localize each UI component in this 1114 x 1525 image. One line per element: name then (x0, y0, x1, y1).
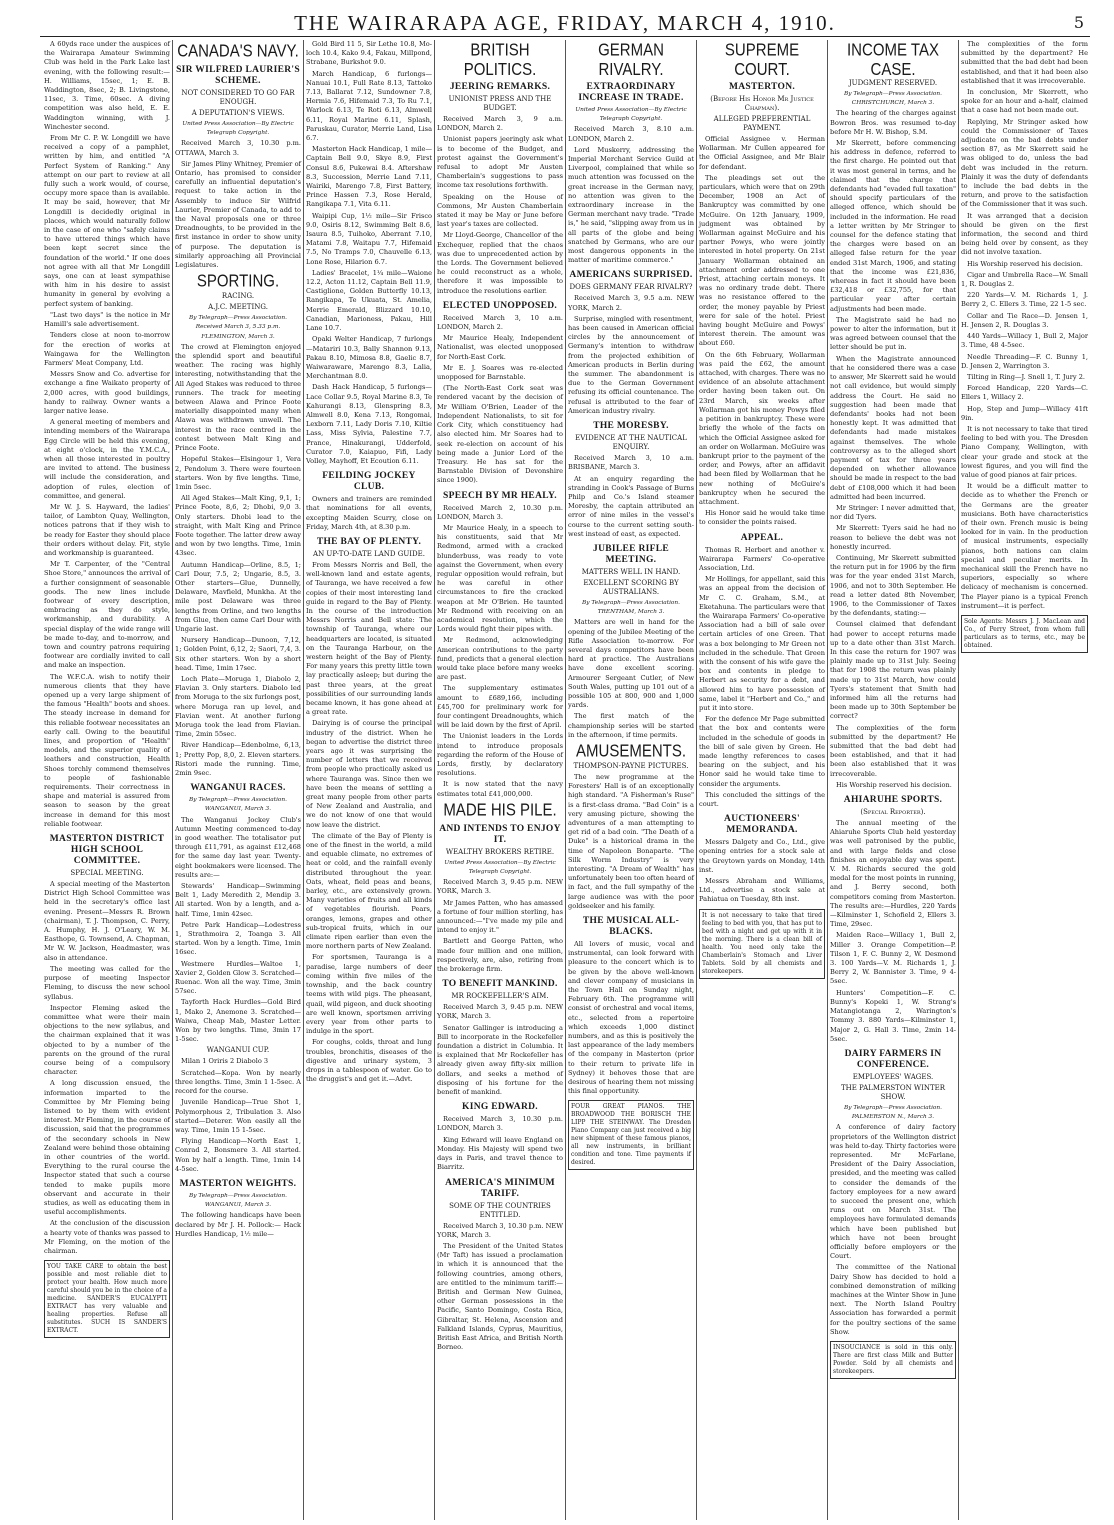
article-paragraph: At an enquiry regarding the stranding in Cook's Passage of Burns Philp and Co.'s Island steamer Moresby, the captain attributed an error of nine miles in the vessel's course to the current setting south-west instead of east, as expected. (568, 474, 694, 538)
subheading: NOT CONSIDERED TO GO FAR ENOUGH. (181, 89, 295, 106)
headline: SUPREME COURT. (724, 40, 800, 80)
article-paragraph: Ladies' Bracelet, 1¼ mile—Waione 12.2, Acton 11.12, Captain Bell 11.9, Castiglione, Golden Butterfly 10.13, Rangikapa, Te Ukuata, St. Amelia, Merrie Emerald, Blizzard 10.10, Canadian, Marioness, Pakau, Hill Lane 10.7. (306, 268, 432, 333)
section-heading: AND INTENDS TO ENJOY IT. (439, 823, 561, 845)
article-paragraph: Tayforth Hack Hurdles—Gold Bird 1, Mako 2, Anemone 3. Scratched—Waiwa, Cheap Mab, Master Letter. Won by two lengths. Time, 3min 17 1-5sec. (175, 998, 301, 1044)
article-paragraph: Westmere Hurdles—Waltoe 1, Xavier 2, Golden Glow 3. Scratched—Ruenac. Won all the way. Time, 3min 57sec. (175, 959, 301, 996)
article-paragraph: Autumn Handicap—Orline, 8.5, 1; Carl Dour, 7.5, 2; Ungarie, 8.5, 3. Other starters—Glue, Dunnelly, Delaware, Mavfield, Munkha. At the mile post Delaware was three lengths from Orline, and two lengths from Glue, then came Carl Dour with Ungarie last. (175, 560, 301, 633)
article-paragraph: For sportsmen, Tauranga is a paradise, large numbers of deer coming within five miles of the township, and the back country teems with wild pigs. The pheasant, quail, wild pigeon, and duck shooting are well known, sportsmen arriving every year from other parts to indulge in the sport. (306, 953, 432, 1036)
subheading: A.J.C. MEETING. (208, 303, 268, 312)
article-paragraph: Loch Plate—Moruga 1, Diabolo 2, Flavian 3. Only starters. Diabolo led from Moruga to the six furlongs post, where Moruga ran up level, and Flavian went. At another furlong Moruga took the lead from Flavian. Time, 2min 55sec. (175, 674, 301, 739)
article-paragraph: Mr James Patten, who has amassed a fortune of four million sterling, has announced:—"I've made my pile and intend to enjoy it." (437, 898, 563, 935)
headline: GERMAN RIVALRY. (598, 40, 664, 80)
article-paragraph: Bartlett and George Patten, who made four million and one million, respectively, are, also, retiring from the brokerage firm. (437, 937, 563, 974)
article-paragraph: Mr W. J. S. Hayward, the ladies' tailor, of Lambton Quay, Wellington, notices patrons that if they wish to be ready for Easter they should place their orders without delay. Fit, style and workmanship is guaranteed. (44, 502, 170, 557)
article-paragraph: Juvenile Handicap—True Shot 1, Polymorphous 2, Tribulation 3. Also started—Deterer. Won easily all the way. Time, 1min 15 1-5sec. (175, 1098, 301, 1134)
article-paragraph: Mr Skerrett: Tyers said he had no reason to believe the debt was not honestly incurred. (830, 524, 956, 551)
subheading: EVIDENCE AT THE NAUTICAL ENQUIRY. (575, 434, 687, 452)
article-paragraph: Dairying is of course the principal industry of the district. When he began to advertise the district three years ago it was surprising the number of letters that we received from people who practically asked us where Tauranga was. Since then we have been the means of settling a great many people from other parts of New Zealand and Australia, and we do not know of one that would now leave the district. (306, 719, 432, 829)
article-paragraph: Cigar and Umbrella Race—W. Small 1, R. Douglas 2. (961, 270, 1088, 289)
advertisement: It is not necessary to take that tired feeling to bed with you, that has put to bed with a night and get up with it in the morning. There is a clean bill of health. You need only take the Chamberlain's Stomach and Liver Tablets. Sold by all chemists and storekeepers. (699, 909, 825, 979)
article-paragraph: Hop, Step and Jump—Willacy 41ft 9in. (961, 404, 1088, 422)
article-paragraph: Nursery Handicap—Dunoon, 7,12, 1; Golden Point, 6,12, 2; Saori, 7,4, 3. Six other starters. Won by a short head. Time, 1min 17sec. (175, 636, 301, 672)
article-paragraph: Lord Muskerry, addressing the Imperial Merchant Service Guild at Liverpool, complained that while so much attention was focussed on the great increase in the German navy, no attention was given to the extraordinary increase in the German merchant navy trade. "Trade is," he said, "slipping away from us in all parts of the globe and being snatched by Germans, who are our most dangerous opponents in the matter of maritime commerce." (568, 145, 694, 265)
section-heading: JEERING REMARKS. (449, 82, 551, 92)
section-heading: SPEECH BY MR HEALY. (443, 490, 557, 501)
article-paragraph: Received March 3, 9.45 p.m. NEW YORK, March 3. (437, 1003, 563, 1021)
article-paragraph: Flying Handicap—North East 1, Conrad 2, Bonsmere 3. All started. Won by half a length. Time, 1min 14 4-5sec. (175, 1137, 301, 1173)
dateline: By Telegraph—Press Association. Received March 3, 5.33 p.m. FLEMINGTON, March 3. (188, 315, 287, 340)
article-paragraph: Counsel claimed that defendant had power to accept returns made up to a date other than 31st March. In this case the return for 1907 was plainly made up to 31st July. Seeing that for 1908 the return was plainly made up to 31st March, how could Tyers's statement that Smith had informed him all the returns had been made up to 30th September be correct? (830, 620, 956, 721)
article-paragraph: At the conclusion of the discussion a hearty vote of thanks was passed to Mr Fleming, on the motion of the chairman. (44, 1219, 170, 1255)
headline: INCOME TAX CASE. (847, 40, 939, 80)
column-6 (697, 40, 828, 1520)
article-paragraph: Maiden Race—Willacy 1, Bull 2, Miller 3. Orange Competition—P. Tilson 1, F. C. Bunny 2, W. Desmond 3. 100 Yards—V. M. Richards 1, J. Berry 2, W. Bannister 3. Time, 9 4-5sec. (830, 931, 956, 986)
article-paragraph: The Unionist leaders in the Lords intend to introduce proposals regarding the reform of the House of Lords, firstly, by declaratory resolutions. (437, 732, 563, 778)
subheading: MATTERS WELL IN HAND. (581, 567, 681, 576)
article-paragraph: A long discussion ensued, the information imparted to the Committee by Mr Fleming being listened to by them with evident interest. Mr Fleming, in the course of discussion, said that the programmes of the secondary schools in New Zealand were behind those obtaining in other countries of the world. Everything to the rural course the Inspector stated that such a course tended to make pupils more observant and accurate in their studies, as well as educating them in useful accomplishments. (44, 1079, 170, 1217)
dateline: United Press Association—By Electric Telegraph Copyright. (444, 859, 556, 876)
article-paragraph: Opaki Welter Handicap, 7 furlongs—Matariri 10.3, Bally Shannon 9.13, Pakau 8.10, Mimosa 8.8, Gaelic 8.7, Waiwaraware, Marengo 8.3, Lalia, Merchantman 8.0. (306, 335, 432, 381)
article-paragraph: On the 6th February, Wollarman was paid the £62, the amount attached, with charges. There was no evidence of an absolute attachment order having been taken out. On 23rd March, six weeks after Wollarman got his money Powys filed a petition in bankruptcy. These were briefly the whole of the facts on which the Official Assignee asked for an order on Wollarman. McGuire was bankrupt prior to the payment of the order, and Powys, after an affidavit had been filed by Wollarman that he new nothing of McGuire's bankruptcy when he secured the attachment. (699, 350, 825, 506)
column-2 (173, 40, 304, 1520)
subheading: WEALTHY BROKERS RETIRE. (445, 847, 555, 856)
dateline: By Telegraph—Press Association. PALMERSTON N., March 3. (843, 1104, 942, 1121)
article-paragraph: Hopeful Stakes—Elsingour 1, Vera 2, Pendolum 3. There were fourteen starters. Won by five lengths. Time, 1min 5sec. (175, 455, 301, 491)
article-paragraph: From Messrs Norris and Bell, the well-known land and estate agents, of Tauranga, we have received a few copies of their most interesting land guide in regard to the Bay of Plenty. In the course of the introduction Messrs Norris and Bell state: The township of Tauranga, where our headquarters are located, is situated on the Tauranga Harbour, on the western height of the Bay of Plenty. For many years this pretty little town lay practically asleep; but during the past three years, at the great possibilities of our surrounding lands became known, it has gone ahead at a great rate. (306, 560, 432, 717)
article-paragraph: Collar and Tie Race—D. Jensen 1, H. Jensen 2, R. Douglas 3. (961, 311, 1088, 329)
column-5 (566, 40, 697, 1520)
article-paragraph: For coughs, colds, throat and lung troubles, bronchitis, diseases of the digestive and urinary system, 3 drops in a tablespoon of water. Go to the druggist's and get it.—Advt. (306, 1038, 432, 1084)
article-paragraph: Messrs Abraham and Williams, Ltd., advertise a stock sale at Pahiatua on Tuesday, 8th inst. (699, 877, 825, 904)
article-paragraph: Owners and trainers are reminded that nominations for all events, excepting Maiden Scurry, close on Friday, March 4th, at 8.30 p.m. (306, 495, 432, 531)
article-paragraph: Mr T. Carpenter, of the "Central Shoe Store," announces the arrival of a further consignment of seasonable goods. The new lines include footwear of every description, embracing as they do style, workmanship, and durability. A special display of the wide range will be made to-day, and to-morrow, and town and country patrons requiring footwear are cordially invited to call and make an inspection. (44, 560, 170, 670)
advertisement: YOU TAKE CARE to obtain the best possible and most reliable diet to protect your health. How much more careful should you be in the choice of a medicine. SANDER'S EUCALYPTI EXTRACT has very valuable and healing properties. Refuse all substitutes. SUCH IS SANDER'S EXTRACT. (44, 1260, 170, 1338)
section-heading: FEILDING JOCKEY CLUB. (322, 471, 416, 493)
column-1 (42, 40, 173, 1520)
subheading: RACING. (221, 292, 255, 301)
article-paragraph: His Honor said he would take time to consider the points raised. (699, 509, 825, 527)
column-8 (959, 40, 1090, 1520)
article-paragraph: The Wanganui Jockey Club's Autumn Meeting commenced to-day in good weather. The totalisator put through £11,791, as against £12,468 for the same day last year. Twenty-eight bookmakers were licensed. The results are:— (175, 815, 301, 879)
section-heading: EXTRAORDINARY INCREASE IN TRADE. (578, 82, 684, 103)
article-paragraph: Petre Park Handicap—Lodestress 1, Strathmoira 2, Toanga 3. All started. Won by a length. Time, 1min 16sec. (175, 920, 301, 957)
article-paragraph: The first match of the championship series will be started in the afternoon, if time permits. (568, 712, 694, 739)
article-paragraph: It was arranged that a decision should be given on the first information, the second and third being held over by consent, as they did not involve taxation. (961, 211, 1088, 257)
subheading: AN UP-TO-DATE LAND GUIDE. (313, 549, 425, 558)
article-paragraph: The supplementary estimates amount to £689,166, including £45,700 for preliminary work for four contingent Dreadnoughts, which will be laid down by the first of April. (437, 684, 563, 730)
article-paragraph: Mr Redmond, acknowledging American contributions to the party fund, predicts that a general election would take place before many weeks are past. (437, 636, 563, 682)
section-heading: AMERICANS SURPRISED. (569, 270, 693, 281)
article-paragraph: Received March 3, 10.30 p.m. LONDON, March 3. (437, 1115, 563, 1133)
section-heading: THE MORESBY. (593, 421, 669, 432)
section-heading: WANGANUI RACES. (190, 783, 286, 794)
subheading: DOES GERMANY FEAR RIVALRY? (569, 283, 693, 292)
article-paragraph: Mr Maurice Healy, in a speech to his constituents, said that Mr Redmond, armed with a cracked blunderbuss, was ready to vote against the Government, when every regular opposition would refrain, but he was careful in other circumstances to fire the cracked weapon at Mr O'Brien. He taunted Mr Redmond with receiving on an academical resolution, which the Lords would fight their pipes with. (437, 523, 563, 634)
article-paragraph: The crowd at Flemington enjoyed the splendid sport and beautiful weather. The racing was highly interesting, notwithstanding that the All Aged Stakes was reduced to three runners. The track for meeting between Alawa and Prince Foote materially disappointed many when Alawa was withdrawn unwell. The interest in the race centred in the contest between Malt King and Prince Foote. (175, 342, 301, 453)
article-paragraph: King Edward will leave England on Monday. His Majesty will spend two days in Paris, and travel thence to Biarritz. (437, 1135, 563, 1172)
section-heading: THE BAY OF PLENTY. (316, 536, 422, 547)
article-paragraph: "Last two days" is the notice in Mr Hamill's sale advertisement. (44, 310, 170, 329)
article-paragraph: It is now stated that the navy estimates total £41,000,000. (437, 780, 563, 798)
masthead-title: THE WAIRARAPA AGE, FRIDAY, MARCH 4, 1910. (294, 11, 836, 35)
article-paragraph: A general meeting of members and intending members of the Wairarapa Egg Circle will be held this evening, at eight o'clock, in the Y.M.C.A., when all those interested in poultry are invited to attend. The business will include the consideration, and adoption of rules, election of committee, and general. (44, 418, 170, 500)
article-paragraph: Senator Gallinger is introducing a Bill to incorporate in the Rockefeller foundation a district in Columbia. It is explained that Mr Rockefeller has already given away fifty-six million dollars, and seeks a method of disposing of his fortune for the benefit of mankind. (437, 1023, 563, 1097)
article-paragraph: From Mr C. P. W. Longdill we have received a copy of a pamphlet, written by him, and entitled "A Perfect System of Ranking." Any attempt on our part to review at all fully such a work would, of course, occupy more space than is available. It may be said, however, that Mr Longdill is decidedly original in places, which would naturally follow in the case of one who "safely claims to have uttered things which have been kept secret since the foundation of the world." If one does not agree with all that Mr Longdill says, one can at least sympathise with him in his desire to assist humanity in general by evolving a perfect system of banking. (44, 134, 170, 308)
article-paragraph: Received March 3, 9.5 a.m. NEW YORK, March 2. (568, 294, 694, 312)
section-heading: ELECTED UNOPPOSED. (442, 300, 558, 311)
column-7 (828, 40, 959, 1520)
article-paragraph: A conference of dairy factory proprietors of the Wellington district was held to-day. Thirty factories were represented. Mr McFarlane, President of the Dairy Association, presided, and the meeting was called to consider the demands of the factory employees for a new award to succeed the present one, which runs out on March 31st. The employees have formulated demands which have been published but which have not been brought officially before employers or the Court. (830, 1123, 956, 1261)
subheading: SOME OF THE COUNTRIES ENTITLED. (449, 1201, 551, 1219)
article-paragraph: Inspector Fleming asked the committee what were their main objections to the new syllabus, and the chairman explained that it was objected to by a number of the parents on the ground of the rural course being of a compulsory character. (44, 1003, 170, 1077)
section-heading: SIR WILFRED LAURIER'S SCHEME. (176, 65, 300, 86)
article-paragraph: March Handicap, 6 furlongs—Nanuai 10.1, Full Rate 8.13, Tattoko 7.13, Ballarat 7.12, Sundowner 7.8, Hermia 7.6, Hifemaid 7.3, To Ru 7.1, Warlock 6.13, Te Roti 6.13, Almwell 6.11, Royal Marine 6.11, Splash, Paruskau, Curator, Merrie Land, Lisa 6.7. (306, 69, 432, 143)
article-paragraph: Mr Stringer: I never admitted that, nor did Tyers. (830, 503, 956, 522)
article-paragraph: The President of the United States (Mr Taft) has issued a proclamation in which it is announced that the following countries, among others, are entitled to the minimum tariff:—British and German New Guinea, other German possessions in the Pacific, Santo Domingo, Costa Rica, Gibraltar, St. Helena, Ascension and Falkland Islands, Cyprus, Mauritius, British East Africa, and British North Borneo. (437, 1241, 563, 1352)
article-paragraph: Needle Threading—F. C. Bunny 1, D. Jensen 2, Warrington 3. (961, 352, 1088, 370)
article-paragraph: Stewards' Handicap—Swimming Belt 1, Lady Meredith 2, Mendip 3. All started. Won by a length, and a-half. Time, 1min 42sec. (175, 882, 301, 918)
dateline: By Telegraph—Press Association. CHRISTCHURCH, March 3. (843, 91, 942, 107)
article-paragraph: The following handicaps have been declared by Mr J. H. Pollock:— Hack Hurdles Handicap, 1½ mile— (175, 1211, 301, 1238)
headline: AMUSEMENTS. (575, 741, 686, 762)
article-paragraph: Unionist papers jeeringly ask what is to become of the Budget, and protest against the Government's refusal to adopt Mr Austen Chamberlain's suggestions to pass income tax resolutions forthwith. (437, 135, 563, 190)
dateline: United Press Association—By Electric Telegraph Copyright. (182, 121, 294, 137)
article-paragraph: The complexities of the form submitted by the department? He submitted that the bad debt had been established, and that it had been also established that it was irrecoverable. (830, 723, 956, 778)
article-paragraph: A 60yds race under the auspices of the Wairarapa Amateur Swimming Club was held in the Park Lake last evening, with the following result:— H. Williams, 15sec, 1; E. B. Waddington, 8sec, 2; B. Livingstone, 11sec, 3. Time, 60sec. A diving competition was also held, E. E. Waddington winning, with J. Winchester second. (44, 40, 170, 131)
article-paragraph: The annual meeting of the Ahiaruhe Sports Club held yesterday was well patronised by the public, and with large fields and close finishes an enjoyable day was spent. V. M. Richards secured the gold medal for the most points in running, and J. Berry second, both competitors coming from Masterton. The results are:—Hurdles, 220 Yards—Kilminster 1, Schofield 2, Ellers 3. Time, 29sec. (830, 819, 956, 929)
article-paragraph: Messrs Dalgety and Co., Ltd., give opening entries for a stock sale at the Greytown yards on Monday, 14th inst. (699, 838, 825, 874)
article-paragraph: The W.F.C.A. wish to notify their numerous clients that they have opened up a very large shipment of the famous "Health" boots and shoes. The steady increase in demand for this reliable footwear necessitates an early call. Owing to the beautiful lines, and proportion of "Health" models, and the superior quality of leathers and construction, Health Shoes torchly commend themselves to people of fashionable requirements. Their correctness in shape and material is assured from season to season by the great increase in demand for this most reliable footwear. (44, 672, 170, 828)
article-paragraph: Scratched—Kopa. Won by nearly three lengths. Time, 3min 1 1-5sec. A record for the course. (175, 1068, 301, 1096)
article-paragraph: A special meeting of the Masterton District High School Committee was held in the secretary's office last evening. Present—Messrs R. Brown (chairman), T. J. Thompson, C. Perry, A. Humphy, H. J. O'Leary, W. M. Easthope, G. Townsend, A. Chapman, Mr W. W. Jackson, Headmaster, was also in attendance. (44, 880, 170, 962)
article-paragraph: Received March 3, 8.10 a.m. LONDON, March 2. (568, 125, 694, 143)
dateline: United Press Association—By Electric Telegraph Copyright. (575, 107, 687, 123)
advertisement: Sole Agents: Messrs J. J. MacLean and Co., of Perry Street, from whom full particulars as to terms, etc., may be obtained. (961, 615, 1088, 653)
subheading: WANGANUI CUP. (206, 1046, 270, 1055)
dateline: By Telegraph—Press Association. TRENTHAM, March 3. (581, 599, 680, 616)
section-heading: THE MUSICAL ALL-BLACKS. (582, 916, 680, 938)
article-paragraph: All Aged Stakes—Malt King, 9,1, 1; Prince Foote, 8,6, 2; Dhobi, 9,0 3. Only starters. Dhobi lead to the straight, with Malt King and Prince Foote together. The latter drew away and won by two lengths. Time, 1min 43sec. (175, 494, 301, 558)
article-paragraph: Speaking on the House of Commons, Mr Austen Chamberlain stated it may be May or June before last year's taxes are collected. (437, 192, 563, 229)
article-paragraph: Received March 3, 10 a.m. BRISBANE, March 3. (568, 454, 694, 472)
article-paragraph: His Worship reserved his decision. (836, 780, 952, 789)
advertisement: INSOUCIANCE is sold in this only. There are first class Milk and Butter Powder. Sold by all chemists and storekeepers. (830, 1341, 956, 1379)
section-heading: DAIRY FARMERS IN CONFERENCE. (844, 1048, 942, 1070)
article-paragraph: Messrs Snow and Co. advertise for exchange a fine Waikato property of 2,000 acres, with good buildings, handy to railway. Owner wants a larger native lease. (44, 370, 170, 415)
article-paragraph: Forced Handicap, 220 Yards—C. Ellers 1, Willacy 2. (961, 384, 1088, 402)
section-heading: AUCTIONEERS' MEMORANDA. (724, 814, 800, 836)
section-heading: JUBILEE RIFLE MEETING. (593, 543, 669, 565)
advertisement: FOUR GREAT PIANOS. THE BROADWOOD THE BORISCH THE LIPP THE STEINWAY. The Dresden Piano Company can just received a big new shipment of these famous pianos, all new instruments, in brilliant condition and tone. Time payments if desired. (568, 1100, 694, 1170)
article-paragraph: His Worship reserved his decision. (967, 259, 1083, 268)
subheading: UNIONIST PRESS AND THE BUDGET. (448, 95, 552, 112)
article-paragraph: Received March 2, 10.30 p.m. LONDON, March 3. (437, 503, 563, 521)
headline: BRITISH POLITICS. (463, 40, 537, 80)
article-paragraph: In conclusion, Mr Skerrett, who spoke for an hour and a-half, claimed that a case had not been made out. (961, 88, 1088, 115)
article-paragraph: The new programme at the Foresters' Hall is of an exceptionally high standard. "A Fisherman's Ruse" is a first-class drama. "Bad Coin" is a very amusing picture, showing the adventures of a man attempting to get rid of a bad coin. "The Death of a Duke" is a historical drama in the time of Napoleon Bonaparte. "The Silk Worm Industry" is very interesting. "A Dream of Wealth" has unfortunately been too often heard of in fact, and the full sympathy of the large audience was with the poor goldseeker and his family. (568, 772, 694, 910)
subheading: THOMPSON-PAYNE PICTURES. (573, 761, 689, 770)
subheading: MR ROCKEFELLER'S AIM. (451, 992, 549, 1001)
article-paragraph: All lovers of music, vocal and instrumental, can look forward with pleasure to the concert which is to be given by the above well-known and clever company of musicians in the Town Hall on Sunday night, February 6th. The programme will consist of orchestral and vocal items, etc., selected from a repertoire which exceeds 1,000 distinct numbers, and as this is positively the last appearance of the lady members of the company in Masterton (prior to their return to private life in Sydney) it behoves those that are desirous of hearing them not missing this final opportunity. (568, 940, 694, 1096)
article-paragraph: Milan 1 Oriris 2 Diabolo 3 (181, 1057, 269, 1066)
article-paragraph: Continuing, Mr Skerrett submitted the return put in for 1906 by the firm was for the year ended 31st March, 1906, and not to 30th September. He read a letter dated 8th November, 1906, to the Commissioner of Taxes by the defendants, stating:— (830, 553, 956, 618)
article-paragraph: It would be a difficult matter to decide as to whether the French or the Germans are the greater musicians. Both have characteristics of their own. French music is being looked for in vain. In the production of musical instruments, especially pianos, both nations can claim special and peculiar merits. In mechanical skill the French have no superiors, especially so where delicacy of mechanism is concerned. The Player piano is a typical French instrument—it is perfect. (961, 482, 1088, 610)
masthead (40, 10, 1090, 37)
column-3 (304, 40, 435, 1520)
subheading: THE PALMERSTON WINTER SHOW. (840, 1083, 946, 1101)
section-heading: AMERICA'S MINIMUM TARIFF. (445, 1177, 555, 1199)
article-paragraph: It is not necessary to take that tired feeling to bed with you. The Dresden Piano Company, Wellington, with clear your grade and stock at the lowest figures, and you will find the value of good pianos at fair prices. (961, 424, 1088, 479)
article-paragraph: Matters are well in hand for the opening of the Jubilee Meeting of the Rifle Association to-morrow. For several days competitors have been hard at practice. The Australians have done excellent scoring. Armourer Sergeant Cutler, of New South Wales, putting up 101 out of a possible 105 at 800, 900 and 1,000 yards. (568, 618, 694, 710)
section-heading: TO BENEFIT MANKIND. (442, 979, 558, 990)
article-paragraph: Mr Lloyd-George, Chancellor of the Exchequer, replied that the chaos was due to unprecedented action by the Lords. The Government believed he could reconstruct as a whole, therefore it was impossible to introduce the resolutions earlier. (437, 231, 563, 295)
article-paragraph: The climate of the Bay of Plenty is one of the finest in the world, a mild and equable climate, no extremes of heat or cold, and the rainfall evenly distributed throughout the year. Oats, wheat, field peas and beans, barley, etc., are extensively grown. Many varieties of fruits and all kinds of vegetables flourish. Pears, oranges, lemons, grapes and other sub-tropical fruits, which in our climate ripen earlier than even the more northern parts of New Zealand. (306, 831, 432, 951)
article-paragraph: Received March 3, 10.30 p.m. NEW YORK, March 3. (437, 1221, 563, 1239)
subheading: JUDGMENT RESERVED. (848, 79, 938, 87)
article-paragraph: Tilting in Ring—J. Snell 1, T. Jury 2. (967, 372, 1085, 381)
article-paragraph: The pleadings set out the particulars, which were that on 29th December, 1908 an Act of Bankruptcy was committed by one McGuire. On 12th January, 1909, judgment was obtained by Wollarman against McGuire and his partner Powys, who were jointly interested in hotel property. On 21st January Wollarman obtained an attachment order addressed to one Priest, attaching certain moneys. It was no ordinary trade debt. There was no resistance offered to the order, the money payable by Priest were for sale of the hotel. Priest having bought McGuire and Powys' interest therein. The amount was about £60. (699, 173, 825, 348)
subheading: (Before His Honor Mr Justice Chapman). (710, 95, 814, 112)
subheading: A DEPUTATION'S VIEWS. (191, 109, 285, 117)
article-paragraph: Received March 3, 9.45 p.m. NEW YORK, March 3. (437, 878, 563, 896)
headline: MADE HIS PILE. (443, 800, 557, 821)
headline: SPORTING. (196, 271, 280, 292)
subheading: (Special Reporter). (860, 808, 926, 817)
article-paragraph: Gold Bird 11 5, Sir Lethe 10.8, Mo-loch 10.4, Kako 9.4, Fakau, Millpond, Strabane, Burkshot 9.0. (306, 40, 432, 67)
dateline: By Telegraph—Press Association. WANGANUI, March 3. (188, 797, 287, 813)
headline: CANADA'S NAVY. (177, 41, 299, 62)
dateline: By Telegraph—Press Association. WANGANUI, March 3. (188, 1192, 287, 1209)
article-paragraph: Received March 3, 10.30 p.m. OTTAWA, March 3. (175, 139, 301, 157)
article-paragraph: Surprise, mingled with resentment, has been caused in American official circles by the announcement of Germany's intention to withdraw from the projected exhibition of American products in Berlin during the summer. The abandonment is due to the German Government refusing its official countenance. The refusal is attributed to the fear of American industry rivalry. (568, 314, 694, 415)
subheading: EXCELLENT SCORING BY AUSTRALIANS. (583, 578, 679, 596)
article-paragraph: (The North-East Cork seat was rendered vacant by the decision of Mr William O'Brien, Leader of the Independent Nationalists, to sit for Cork City, which constituency had also elected him. Mr Soares had to seek re-election on account of his being made a Junior Lord of the Treasury. He has sat for the Barnstable Division of Devonshire since 1900). (437, 384, 563, 485)
column-4 (435, 40, 566, 1520)
article-paragraph: Mr Skerrett, before commencing his address in defence, referred to the first charge. He pointed out that it was most general in terms, and he claimed that the charge that defendants had "evaded full taxation" should specify particulars of the alleged offence, which should be included in the information. He read a letter written by Mr Stringer to counsel for the defence stating that the charges were based on an alleged false return for the year ended 31st March, 1906, and stating that the income was £21,836, whereas in fact it should have been £32,418 or £32,755, for that particular year after certain adjustments had been made. (830, 139, 957, 313)
article-paragraph: Dash Hack Handicap, 5 furlongs—Lace Collar 9.5, Royal Marine 8.3, Te Kahurangi 8.13, Glenspring 8.3, Almwell 8.0, Kena 7.13, Rongomai, Lexborn 7.11, Lady Doris 7.10, Kiltie Lass, Miss Sylvia, Palestine 7.7, Prance, Hinakurangi, Udderfold, Curator 7.0, Kaiapuo, Fifi, Lady Volley, Mayhoff, Et Ecoution 6.11. (306, 383, 432, 465)
section-heading: AHIARUHE SPORTS. (843, 795, 943, 806)
section-heading: MASTERTON. (728, 82, 796, 92)
article-paragraph: Received March 3, 9 a.m. LONDON, March 2. (437, 115, 563, 133)
article-paragraph: When the Magistrate announced that he considered there was a case to answer, Mr Skerrett said he would not call evidence, but would simply address the Court. He said no suggestion had been made that defendants' books had not been honestly kept. It was admitted that defendants had made mistakes against themselves. The whole controversy as to the alleged short payment of tax for three years depended on whether allowance should be made in respect to the bad debt of £108,000 which it had been admitted had been incurred. (830, 354, 956, 501)
article-paragraph: The meeting was called for the purpose of meeting Inspector Fleming, to discuss the new school syllabus. (44, 964, 170, 1001)
section-heading: MASTERTON DISTRICT HIGH SCHOOL COMMITTEE. (49, 834, 165, 867)
article-paragraph: The committee of the National Dairy Show has decided to hold a combined demonstration of milking machines at the Winter Show in June next. The North Island Poultry Association has forwarded a permit for the poultry sections of the same Show. (830, 1263, 956, 1336)
subheading: EMPLOYEES' WAGES. (852, 1072, 934, 1081)
article-paragraph: Masterton Hack Handicap, 1 mile—Captain Bell 9.0, Skye 8.9, First Consul 8.6, Pukewai 8.4. Aftershaw 8.3, Succession, Merrie Land 7.11, Wairiki, Marengo 7.8, First Battery, Prince Hassen 7.3, Rose Herald, Rangikapa 7.1, Vita 6.11. (306, 145, 432, 209)
article-paragraph: 220 Yards—V. M. Richards 1, J. Berry 2, C. Ellers 3. Time, 22 1-5 sec. (961, 291, 1088, 309)
article-paragraph: Official Assignee v. Herman Wollarman. Mr Cullen appeared for the Official Assignee, and Mr Blair for defendant. (699, 135, 825, 171)
article-paragraph: For the defence Mr Page submitted that the box and contents were included in the schedule of goods in the bill of sale given by Green. He made lengthy references to cases bearing on the subject, and his Honor said he would take time to consider the arguments. (699, 715, 825, 788)
subheading: ALLEGED PREFERENTIAL PAYMENT. (713, 115, 811, 132)
article-paragraph: Sir James Pliny Whitney, Premier of Ontario, has promised to consider carefully an influential deputation's request to take action in the Assembly to induce Sir Wilfrid Laurier, Premier of Canada, to add to the Naval proposals one or three Dreadnoughts, to be provided in the first instance in order to show unity of purpose. The deputation is similarly approaching all Provincial Legislatures. (175, 159, 301, 270)
article-paragraph: The complexities of the form submitted by the department? He submitted that the bad debt had been established, and that it had been also established that it was irrecoverable. (961, 40, 1088, 85)
columns-container (42, 40, 1092, 1520)
section-heading: KING EDWARD. (462, 1102, 538, 1113)
article-paragraph: 440 Yards—Willacy 1, Bull 2, Major 3. Time, 48 4-5sec. (961, 332, 1088, 350)
article-paragraph: This concluded the sittings of the court. (699, 790, 825, 809)
article-paragraph: Received March 3, 10 a.m. LONDON, March 2. (437, 313, 563, 332)
article-paragraph: The hearing of the charges against Bowron Bros. was resumed to-day before Mr H. W. Bishop, S.M. (830, 109, 956, 136)
section-heading: MASTERTON WEIGHTS. (179, 1178, 297, 1189)
article-paragraph: River Handicap—Edenbolme, 6,13, 1; Pretty Pop, 8,0, 2. Eleven starters. Ristori made the running. Time, 2min 9sec. (175, 741, 301, 777)
section-heading: APPEAL. (740, 532, 784, 543)
article-paragraph: Mr Hollings, for appellant, said this was an appeal from the decision of Mr C. C. Graham, S.M., at Eketahuna. The particulars were that the Wairarapa Farmers' Co-operative Association had a bill of sale over certain articles of one Green. That was a box belonging to Mr Green not included in the schedule. That Green with the consent of his wife gave the box and contents in pledge to Herbert as security for a debt, and allowed him to have possession of same, label it "Herbert and Co.," and put it into store. (699, 575, 825, 712)
article-paragraph: Hunters' Competition—F. C. Bunny's Kopeki 1, W. Strang's Matangiotanga 2, Warington's Tommy 3. 880 Yards—Kilminster 1, Major 2, G. Hall 3. Time, 2min 14-5sec. (830, 988, 956, 1043)
article-paragraph: Waipipi Cup, 1½ mile—Sir Frisco 9.0, Osiris 8.12, Swimming Belt 8.6, Isaura 8.5, Tuihoko, Aberrant 7.10, Matami 7.8, Waitapu 7.7, Hifemaid 7.5, No Tramps 7.0, Chauvelle 6.13, Lone Rose, Hilarion 6.7. (306, 211, 432, 266)
article-paragraph: Mr E. J. Soares was re-elected unopposed for Barnstable. (437, 363, 563, 382)
article-paragraph: Mr Maurice Healy, Independent Nationalist, was elected unopposed for North-East Cork. (437, 334, 563, 361)
article-paragraph: Replying, Mr Stringer asked how could the Commissioner of Taxes adjudicate on the bad debts under section 87, as Mr Skerrett said he was obliged to do, unless the bad debt was included in the return. Plainly it was the duty of defendants to include the bad debts in the return, and prove to the satisfaction of the Commissioner that it was such. (961, 117, 1088, 209)
article-paragraph: Thomas R. Herbert and another v. Wairarapa Farmers' Co-operative Association, Ltd. (699, 545, 825, 572)
article-paragraph: Tenders close at noon to-morrow for the erection of works at Waingawa for the Wellington Farmers' Meat Company, Ltd. (44, 331, 170, 367)
page-number: 5 (1073, 13, 1084, 32)
article-paragraph: The Magistrate said he had no power to alter the information, but it was agreed between counsel that the letter should be put in. (830, 315, 956, 352)
subheading: SPECIAL MEETING. (70, 869, 144, 878)
